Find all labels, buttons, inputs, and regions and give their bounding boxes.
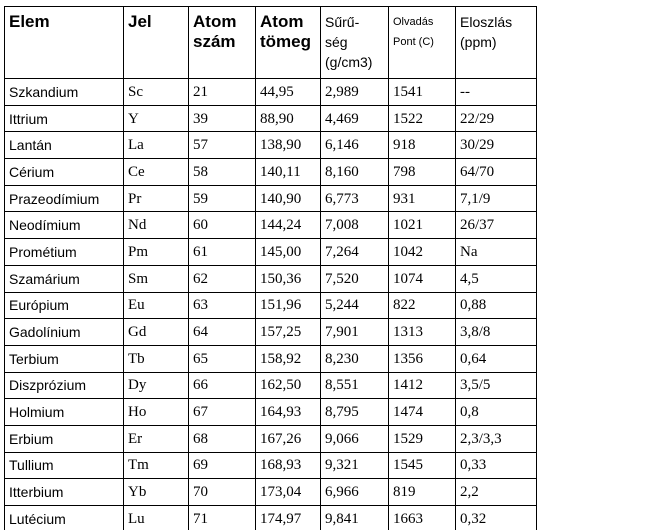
cell-atomtomeg: 44,95: [256, 79, 321, 106]
cell-eloszlas: 3,5/5: [456, 372, 537, 399]
cell-atomtomeg: 145,00: [256, 239, 321, 266]
cell-elem: Holmium: [5, 399, 124, 426]
cell-olvadaspont: 1663: [389, 506, 456, 530]
cell-olvadaspont: 798: [389, 159, 456, 186]
cell-jel: Yb: [124, 479, 189, 506]
cell-olvadaspont: 819: [389, 479, 456, 506]
cell-atomszam: 58: [189, 159, 256, 186]
cell-eloszlas: 0,64: [456, 345, 537, 372]
cell-suruseg: 8,551: [321, 372, 389, 399]
cell-atomtomeg: 144,24: [256, 212, 321, 239]
cell-eloszlas: 3,8/8: [456, 319, 537, 346]
cell-atomszam: 60: [189, 212, 256, 239]
cell-olvadaspont: 822: [389, 292, 456, 319]
header-row: [5, 7, 537, 79]
table-row: [5, 479, 537, 506]
cell-suruseg: 8,160: [321, 159, 389, 186]
cell-olvadaspont: 1522: [389, 105, 456, 132]
cell-elem: Ittrium: [5, 105, 124, 132]
cell-jel: La: [124, 132, 189, 159]
cell-jel: Ho: [124, 399, 189, 426]
cell-elem: Lutécium: [5, 506, 124, 530]
cell-eloszlas: 0,33: [456, 452, 537, 479]
cell-elem: Diszprózium: [5, 372, 124, 399]
cell-atomszam: 39: [189, 105, 256, 132]
cell-eloszlas: Na: [456, 239, 537, 266]
cell-suruseg: 6,146: [321, 132, 389, 159]
cell-elem: Itterbium: [5, 479, 124, 506]
cell-olvadaspont: 931: [389, 185, 456, 212]
cell-suruseg: 5,244: [321, 292, 389, 319]
cell-jel: Gd: [124, 319, 189, 346]
cell-jel: Pm: [124, 239, 189, 266]
cell-suruseg: 8,795: [321, 399, 389, 426]
header-olvadaspont-line1: Olvadás: [393, 16, 434, 28]
cell-jel: Tb: [124, 345, 189, 372]
cell-jel: Nd: [124, 212, 189, 239]
cell-eloszlas: 22/29: [456, 105, 537, 132]
header-suruseg-line1: Sűrű-: [325, 14, 360, 30]
cell-atomszam: 62: [189, 265, 256, 292]
cell-suruseg: 8,230: [321, 345, 389, 372]
cell-suruseg: 7,008: [321, 212, 389, 239]
table-row: [5, 319, 537, 346]
header-eloszlas: [456, 7, 537, 79]
cell-eloszlas: 26/37: [456, 212, 537, 239]
cell-jel: Er: [124, 425, 189, 452]
header-elem: [5, 7, 124, 79]
cell-olvadaspont: 918: [389, 132, 456, 159]
cell-atomtomeg: 167,26: [256, 425, 321, 452]
cell-olvadaspont: 1042: [389, 239, 456, 266]
cell-atomszam: 67: [189, 399, 256, 426]
cell-atomszam: 68: [189, 425, 256, 452]
cell-elem: Prazeodímium: [5, 185, 124, 212]
cell-suruseg: 4,469: [321, 105, 389, 132]
table-row: [5, 452, 537, 479]
header-eloszlas-line2: (ppm): [460, 34, 497, 50]
header-atomtomeg-line2: tömeg: [260, 32, 311, 51]
cell-elem: Terbium: [5, 345, 124, 372]
cell-suruseg: 9,841: [321, 506, 389, 530]
header-atomtomeg-line1: Atom: [260, 12, 304, 31]
cell-atomtomeg: 158,92: [256, 345, 321, 372]
cell-jel: Lu: [124, 506, 189, 530]
cell-eloszlas: --: [456, 79, 537, 106]
cell-olvadaspont: 1474: [389, 399, 456, 426]
table-row: [5, 372, 537, 399]
cell-suruseg: 9,321: [321, 452, 389, 479]
header-olvadaspont: [389, 7, 456, 79]
cell-elem: Prométium: [5, 239, 124, 266]
cell-olvadaspont: 1541: [389, 79, 456, 106]
cell-jel: Sm: [124, 265, 189, 292]
header-atomszam-line1: Atom: [193, 12, 237, 31]
cell-atomszam: 64: [189, 319, 256, 346]
header-suruseg-line3: (g/cm3): [325, 54, 373, 70]
cell-atomszam: 59: [189, 185, 256, 212]
cell-jel: Dy: [124, 372, 189, 399]
table-row: [5, 159, 537, 186]
table-row: [5, 265, 537, 292]
cell-jel: Pr: [124, 185, 189, 212]
header-atomtomeg: [256, 7, 321, 79]
cell-jel: Sc: [124, 79, 189, 106]
header-jel-label: Jel: [128, 12, 152, 31]
cell-olvadaspont: 1412: [389, 372, 456, 399]
cell-atomszam: 65: [189, 345, 256, 372]
table-row: [5, 132, 537, 159]
cell-jel: Ce: [124, 159, 189, 186]
rare-earth-table: [4, 6, 537, 530]
cell-elem: Szamárium: [5, 265, 124, 292]
header-olvadaspont-line2: Pont (C): [393, 36, 434, 48]
header-atomszam-line2: szám: [193, 32, 236, 51]
cell-eloszlas: 0,88: [456, 292, 537, 319]
cell-jel: Tm: [124, 452, 189, 479]
cell-olvadaspont: 1074: [389, 265, 456, 292]
cell-atomtomeg: 150,36: [256, 265, 321, 292]
cell-atomtomeg: 140,90: [256, 185, 321, 212]
cell-atomszam: 71: [189, 506, 256, 530]
cell-elem: Tullium: [5, 452, 124, 479]
table-row: [5, 506, 537, 530]
cell-suruseg: 6,966: [321, 479, 389, 506]
cell-olvadaspont: 1021: [389, 212, 456, 239]
cell-elem: Gadolínium: [5, 319, 124, 346]
cell-elem: Szkandium: [5, 79, 124, 106]
cell-atomtomeg: 157,25: [256, 319, 321, 346]
cell-olvadaspont: 1529: [389, 425, 456, 452]
cell-atomszam: 66: [189, 372, 256, 399]
cell-eloszlas: 30/29: [456, 132, 537, 159]
cell-atomtomeg: 173,04: [256, 479, 321, 506]
cell-eloszlas: 64/70: [456, 159, 537, 186]
cell-elem: Európium: [5, 292, 124, 319]
cell-olvadaspont: 1313: [389, 319, 456, 346]
cell-atomszam: 21: [189, 79, 256, 106]
cell-atomtomeg: 168,93: [256, 452, 321, 479]
table-row: [5, 425, 537, 452]
cell-jel: Eu: [124, 292, 189, 319]
cell-suruseg: 6,773: [321, 185, 389, 212]
cell-atomtomeg: 151,96: [256, 292, 321, 319]
cell-atomtomeg: 138,90: [256, 132, 321, 159]
cell-elem: Erbium: [5, 425, 124, 452]
cell-suruseg: 7,264: [321, 239, 389, 266]
cell-eloszlas: 0,8: [456, 399, 537, 426]
cell-jel: Y: [124, 105, 189, 132]
table-row: [5, 185, 537, 212]
cell-eloszlas: 0,32: [456, 506, 537, 530]
header-eloszlas-line1: Eloszlás: [460, 14, 513, 30]
cell-suruseg: 7,520: [321, 265, 389, 292]
cell-atomszam: 69: [189, 452, 256, 479]
cell-olvadaspont: 1545: [389, 452, 456, 479]
header-jel: [124, 7, 189, 79]
cell-elem: Neodímium: [5, 212, 124, 239]
cell-atomszam: 57: [189, 132, 256, 159]
cell-atomszam: 61: [189, 239, 256, 266]
header-elem-label: Elem: [9, 12, 50, 31]
cell-atomtomeg: 88,90: [256, 105, 321, 132]
cell-eloszlas: 2,3/3,3: [456, 425, 537, 452]
cell-eloszlas: 2,2: [456, 479, 537, 506]
table-row: [5, 399, 537, 426]
table-body: [5, 79, 537, 530]
cell-atomtomeg: 162,50: [256, 372, 321, 399]
cell-elem: Cérium: [5, 159, 124, 186]
cell-suruseg: 7,901: [321, 319, 389, 346]
header-atomszam: [189, 7, 256, 79]
cell-suruseg: 2,989: [321, 79, 389, 106]
cell-eloszlas: 4,5: [456, 265, 537, 292]
cell-atomszam: 70: [189, 479, 256, 506]
cell-eloszlas: 7,1/9: [456, 185, 537, 212]
table-row: [5, 239, 537, 266]
table-row: [5, 345, 537, 372]
table-row: [5, 79, 537, 106]
cell-atomtomeg: 174,97: [256, 506, 321, 530]
cell-olvadaspont: 1356: [389, 345, 456, 372]
cell-atomtomeg: 164,93: [256, 399, 321, 426]
table-row: [5, 212, 537, 239]
cell-suruseg: 9,066: [321, 425, 389, 452]
cell-atomtomeg: 140,11: [256, 159, 321, 186]
cell-atomszam: 63: [189, 292, 256, 319]
table-row: [5, 292, 537, 319]
header-suruseg: [321, 7, 389, 79]
table-row: [5, 105, 537, 132]
header-suruseg-line2: ség: [325, 34, 348, 50]
cell-elem: Lantán: [5, 132, 124, 159]
